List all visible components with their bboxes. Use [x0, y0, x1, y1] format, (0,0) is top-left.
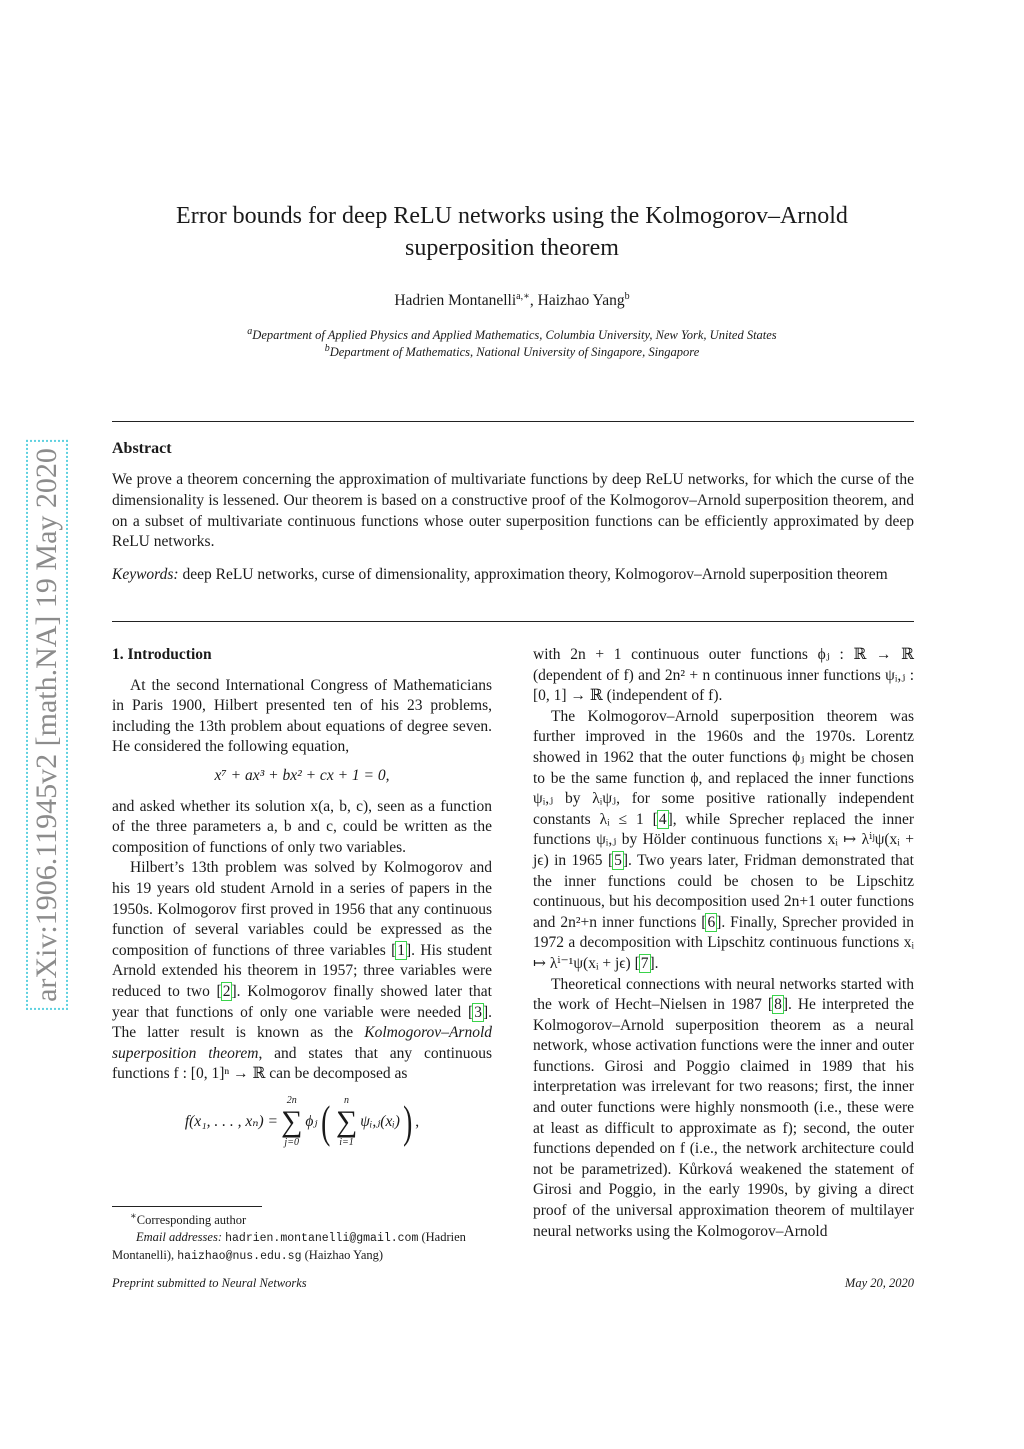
- inner-sum: [336, 1095, 357, 1149]
- equation-ka-superposition: [112, 1095, 492, 1149]
- eq2-end: ,: [415, 1112, 420, 1130]
- eq2-phi: ϕⱼ: [305, 1112, 318, 1130]
- eq2-psi: ψᵢ,ⱼ(xᵢ): [360, 1112, 400, 1130]
- intro-p3-part-b: ]. His student Arnold extended his theorem in 1957; three variables were reduced to two [: [112, 941, 493, 1000]
- email-link-1[interactable]: hadrien.montanelli@gmail.com: [225, 1231, 419, 1245]
- affiliation-b-mark: b: [324, 342, 330, 354]
- citation-link-1[interactable]: 1: [397, 941, 405, 959]
- affiliation-a-text: Department of Applied Physics and Applied Mathematics, Columbia University, New York, United States: [252, 328, 777, 342]
- arxiv-stamp-text[interactable]: arXiv:1906.11945v2 [math.NA] 19 May 2020: [26, 440, 68, 1010]
- outer-sum-bottom: j=0: [284, 1136, 299, 1148]
- right-paragraph-3: [533, 975, 914, 1243]
- right-p2-part-a: The Kolmogorov–Arnold superposition theorem was further improved in the 1960s and the 1970s. Lorentz showed in 1962 that the outer functions ϕⱼ might be chosen to be the same function ϕ, and replaced the inner functions ψᵢ,ⱼ by λᵢψⱼ, for some positive rationally independent constants λᵢ ≤ 1 [: [533, 707, 914, 828]
- outer-sum: [281, 1095, 302, 1149]
- intro-p3-part-a: Hilbert’s 13th problem was solved by Kolmogorov and his 19 years old student Arnold in a series of papers in the 1950s. Kolmogorov first proved in 1956 that any continuous function of several variables could be expressed as the composition of functions of three variables [: [112, 859, 492, 959]
- citation-link-7[interactable]: 7: [640, 954, 649, 972]
- author-2-marks: b: [624, 290, 630, 302]
- affiliation-a: [112, 327, 912, 344]
- intro-p3-part-c: ]. Kolmogorov finally showed later that year that functions of only one variable were needed [: [112, 982, 492, 1021]
- keywords: [112, 565, 914, 586]
- left-column: [112, 645, 492, 1153]
- citation-link-3[interactable]: 3: [474, 1003, 482, 1021]
- citation-link-8[interactable]: 8: [774, 996, 782, 1014]
- inner-sum-bottom: i=1: [339, 1136, 354, 1148]
- affiliations: [112, 327, 912, 361]
- author-2: Haizhao Yang: [537, 292, 625, 309]
- intro-paragraph-1: At the second International Congress of Mathematicians in Paris 1900, Hilbert presented ten of his 23 problems, including the 13th problem about equations of degree seven. He considered the following equation,: [112, 676, 492, 756]
- title-line-1: Error bounds for deep ReLU networks using the Kolmogorov–Arnold: [176, 203, 848, 229]
- intro-paragraph-2: and asked whether its solution x(a, b, c), seen as a function of the three parameters a, b and c, could be written as the composition of functions of only two variables.: [112, 797, 492, 856]
- author-1-marks: a,∗: [516, 290, 530, 302]
- section-heading-introduction: 1. Introduction: [112, 646, 212, 663]
- right-paragraph-2: [533, 707, 914, 975]
- footnotes: [112, 1212, 492, 1266]
- abstract-bottom-rule: [112, 621, 914, 622]
- footnote-rule: [112, 1206, 262, 1207]
- keywords-label: Keywords:: [112, 566, 179, 583]
- citation-link-6[interactable]: 6: [707, 913, 716, 931]
- right-column: [533, 645, 914, 1242]
- intro-p3-part-f: , and states that any continuous functions f : [0, 1]ⁿ → ℝ can be decomposed as: [112, 1044, 492, 1083]
- right-p3-part-b: ]. He interpreted the Kolmogorov–Arnold superposition theorem as a neural network, whose activation functions were the inner and outer functions. Girosi and Poggio claimed in 1989 that his interpretation was irrelevant for two reasons; first, the inner and outer functions were highly nonsmooth (i.e., these were at least as difficult to approximate as f); second, the outer functions depended on f (i.e., the network architecture could not be parametrized). Kůrková weakened the statement of Girosi and Poggio, in the early 1990s, by giving a direct proof of the universal approximation theorem of multilayer neural networks using the Kolmogorov–Arnold: [533, 996, 915, 1240]
- authors: [112, 291, 912, 311]
- email-label: Email addresses:: [136, 1229, 222, 1244]
- right-paren-icon: ): [403, 1095, 413, 1147]
- title-line-2: superposition theorem: [405, 235, 619, 261]
- outer-sum-sigma-icon: ∑: [281, 1104, 303, 1138]
- footer-journal: Preprint submitted to Neural Networks: [112, 1276, 307, 1290]
- equation-degree-seven: x⁷ + ax³ + bx² + cx + 1 = 0,: [214, 766, 390, 784]
- right-p2-part-c: ]. Two years later, Fridman demonstrated that the inner functions could be chosen to be Lipschitz continuous, but his decomposition used 2n+1 outer functions and 2n²+n inner functions [: [533, 851, 914, 931]
- citation-link-2[interactable]: 2: [222, 982, 231, 1000]
- footnote-mark: ∗: [130, 1210, 137, 1222]
- left-paren-icon: (: [320, 1095, 330, 1147]
- email-2-name: (Haizhao Yang): [304, 1248, 384, 1262]
- keywords-text: deep ReLU networks, curse of dimensionality, approximation theory, Kolmogorov–Arnold superposition theorem: [182, 566, 888, 583]
- right-p3-part-a: Theoretical connections with neural networks started with the work of Hecht–Nielsen in 1987 [: [533, 975, 914, 1014]
- right-paragraph-1: with 2n + 1 continuous outer functions ϕⱼ : ℝ → ℝ (dependent of f) and 2n² + n continuous inner functions ψᵢ,ⱼ : [0, 1] → ℝ (independent of f).: [533, 646, 914, 705]
- footnote-emails: [112, 1229, 492, 1266]
- right-p2-part-b: ], while Sprecher replaced the inner functions ψᵢ,ⱼ by Hölder continuous functions xᵢ ↦ λⁱʲψ(xᵢ + jϵ) in 1965 [: [533, 810, 915, 869]
- affiliation-b-text: Department of Mathematics, National University of Singapore, Singapore: [329, 345, 700, 359]
- inner-sum-top: n: [344, 1094, 350, 1106]
- footnote-corresponding-text: Corresponding author: [136, 1213, 247, 1227]
- citation-link-5[interactable]: 5: [614, 851, 622, 869]
- outer-sum-top: 2n: [286, 1094, 297, 1106]
- intro-paragraph-3: [112, 858, 492, 1085]
- author-separator: ,: [529, 292, 538, 309]
- footer-date: May 20, 2020: [844, 1276, 914, 1290]
- author-1: Hadrien Montanelli: [394, 292, 517, 309]
- right-p2-part-d: ]. Finally, Sprecher provided in 1972 a decomposition with Lipschitz continuous functions xᵢ ↦ λⁱ⁻¹ψ(xᵢ + jϵ) [: [533, 913, 914, 972]
- paper-title: [112, 200, 912, 264]
- abstract-text: We prove a theorem concerning the approximation of multivariate functions by deep ReLU networks, for which the curse of the dimensionality is lessened. Our theorem is based on a constructive proof of the Kolmogorov–Arnold superposition theorem, and on a subset of multivariate continuous functions whose outer superposition functions can be efficiently approximated by deep ReLU networks.: [112, 471, 914, 551]
- intro-p3-part-d: ]. The latter result is known as the: [112, 1003, 492, 1042]
- abstract-heading: Abstract: [112, 440, 172, 457]
- email-1-name: (Hadrien Montanelli),: [112, 1229, 466, 1262]
- ka-theorem-name: Kolmogorov–Arnold superposition theorem: [112, 1024, 492, 1062]
- abstract-top-rule: [112, 421, 914, 422]
- eq2-lhs: f(x₁, . . . , xₙ) =: [184, 1112, 278, 1130]
- affiliation-b: [112, 344, 912, 361]
- footnote-corresponding: [112, 1212, 492, 1229]
- email-link-2[interactable]: haizhao@nus.edu.sg: [177, 1250, 302, 1263]
- right-p2-part-e: ].: [649, 954, 659, 972]
- inner-sum-sigma-icon: ∑: [335, 1104, 358, 1138]
- citation-link-4[interactable]: 4: [658, 810, 667, 828]
- affiliation-a-mark: a: [247, 325, 253, 337]
